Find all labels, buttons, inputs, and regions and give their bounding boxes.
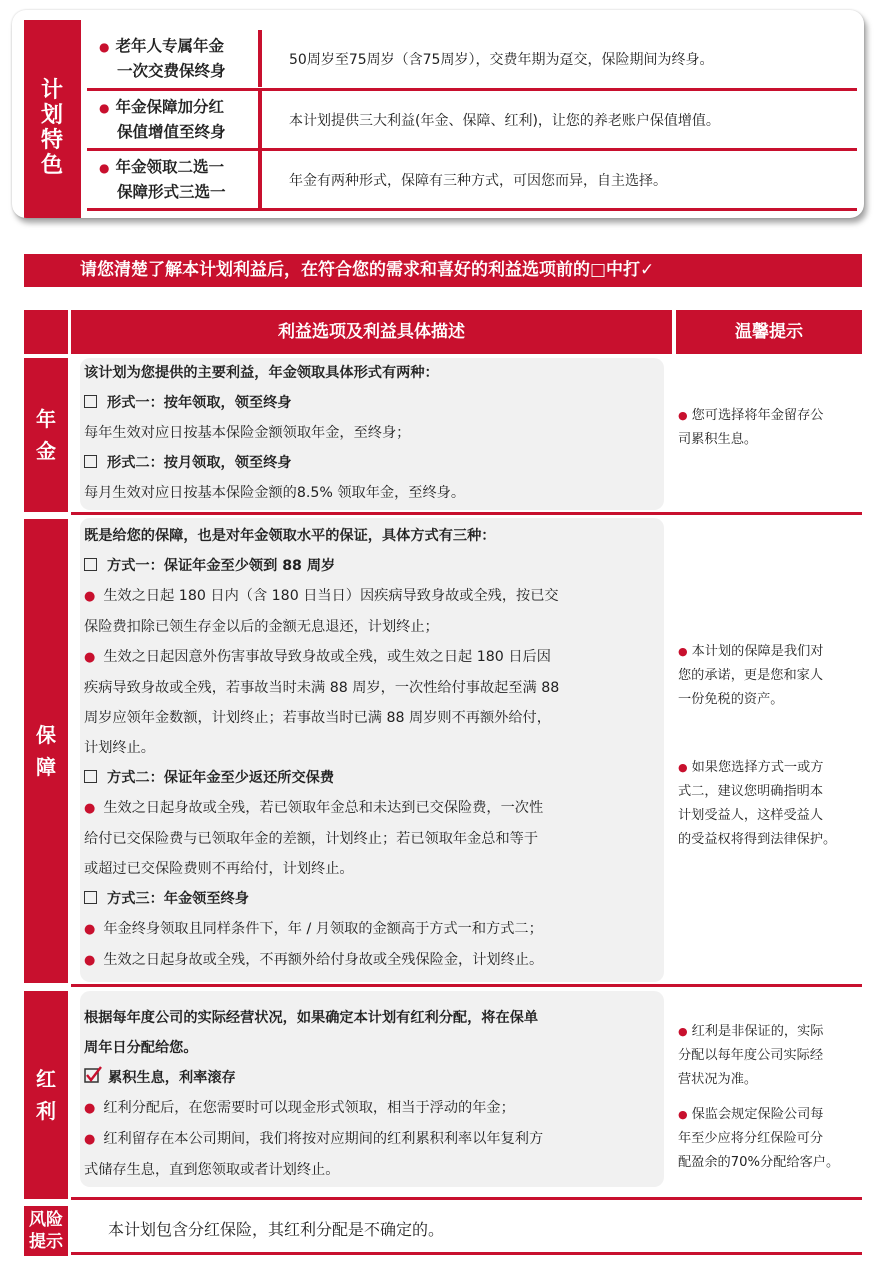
protection-content: 既是给您的保障，也是对年金领取水平的保证，具体方式有三种： 方式一：保证年金至少领到 88 周岁 ● 生效之日起 180 日内（含 180 日当日）因疾病导致身故或全残，按已交 保险费扣除已领生存金以后的金额无息退还，计划终止； ● 生效之日起因意外伤害事故导致身故或全残，或生效之日起 180 日后因 疾病导致身故或全残，若事故当时未满 88 周岁，一次性给付事故起至满 88 周岁应领年金数额，计划终止；若事故当时已满 88 周岁则不再额外给付， 计划终止。 方式二：保证年金至少返还所交保费 ● 生效之日起身故或全残，若已领取年金总和未达到已交保险费，一次性 给付已交保险费与已领取年金的差额，计划终止；若已领取年金总和等于 或超过已交保险费则不再给付，计划终止。 方式三：年金领至终身 ● 年金终身领取且同样条件下，年 / 月领取的金额高于方式一和方式二； ● 生效之日起身故或全残，不再额外给付身故或全残保险金，计划终止。 [84,521,664,976]
bullet-icon: ● [99,40,110,54]
feature-title: ● 年金保障加分红 保值增值至终身 [87,91,262,148]
table-header-tip: 温馨提示 [676,310,862,354]
bonus-option[interactable]: 累积生息，利率滚存 [84,1063,664,1093]
bullet-icon: ● [84,1132,96,1147]
annuity-option-2[interactable]: 形式二：按月领取，领至终身 [84,448,664,478]
annuity-tip: ● 您可选择将年金留存公 司累积生息。 [678,408,824,447]
section-label-bonus: 红 利 [24,991,68,1199]
feature-row-3 [87,151,857,208]
risk-text: 本计划包含分红保险，其红利分配是不确定的。 [108,1220,445,1239]
divider [71,512,862,515]
checked-box-icon[interactable] [84,1065,102,1081]
bullet-icon: ● [84,650,96,665]
bullet-icon: ● [678,1108,688,1121]
checkbox[interactable] [84,770,97,783]
feature-row-2 [87,91,857,148]
bullet-icon: ● [678,1025,688,1038]
plan-features-card [12,10,864,218]
bullet-icon: ● [99,161,110,175]
feature-row-1 [87,30,857,87]
bullet-icon: ● [84,953,96,968]
bullet-icon: ● [678,761,688,774]
bullet-icon: ● [84,801,96,816]
feature-title: ● 老年人专属年金 一次交费保终身 [87,30,262,87]
protection-tip-2: ● 如果您选择方式一或方 式二，建议您明确指明本 计划受益人，这样受益人 的受益权将得到法律保护。 [678,760,837,847]
divider [71,1197,862,1200]
bonus-tip-2: ● 保监会规定保险公司每 年至少应将分红保险可分 配盈余的70%分配给客户。 [678,1107,840,1170]
bonus-content: 根据每年度公司的实际经营状况，如果确定本计划有红利分配，将在保单 周年日分配给您。 累积生息，利率滚存 ● 红利分配后，在您需要时可以现金形式领取，相当于浮动的年金； ● 红利留存在本公司期间，我们将按对应期间的红利累积利率以年复利方 式储存生息，直到您领取或者计划终止。 [84,1003,664,1185]
checkbox[interactable] [84,891,97,904]
annuity-content: 该计划为您提供的主要利益，年金领取具体形式有两种： 形式一：按年领取，领至终身 每年生效对应日按基本保险金额领取年金，至终身； 形式二：按月领取，领至终身 每月生效对应日按基本保险金额的8.5% 领取年金，至终身。 [84,358,664,508]
feature-desc: 本计划提供三大利益(年金、保障、红利)，让您的养老账户保值增值。 [289,112,720,129]
divider [87,208,857,211]
protection-method-3[interactable]: 方式三：年金领至终身 [84,884,664,914]
table-header-main: 利益选项及利益具体描述 [71,310,672,354]
bullet-icon: ● [84,589,96,604]
protection-method-2[interactable]: 方式二：保证年金至少返还所交保费 [84,763,664,793]
annuity-option-1[interactable]: 形式一：按年领取，领至终身 [84,388,664,418]
protection-tip-1: ● 本计划的保障是我们对 您的承诺，更是您和家人 一份免税的资产。 [678,644,824,707]
section-label-annuity: 年 金 [24,358,68,512]
instruction-banner: 请您清楚了解本计划利益后，在符合您的需求和喜好的利益选项前的□中打✓ [24,254,862,287]
annuity-intro: 该计划为您提供的主要利益，年金领取具体形式有两种： [84,365,439,381]
checkbox[interactable] [84,558,97,571]
features-side-label: 计 划 特 色 [40,78,64,178]
section-label-protection: 保 障 [24,519,68,983]
feature-desc: 50周岁至75周岁（含75周岁），交费年期为趸交，保险期间为终身。 [289,51,714,68]
table-header-corner [24,310,68,354]
bullet-icon: ● [84,1101,96,1116]
bullet-icon: ● [99,101,110,115]
features-side-label-bg [24,20,81,218]
section-label-risk: 风险 提示 [24,1206,68,1256]
protection-intro: 既是给您的保障，也是对年金领取水平的保证，具体方式有三种： [84,528,496,544]
divider [71,984,862,987]
feature-title: ● 年金领取二选一 保障形式三选一 [87,151,262,208]
protection-method-1[interactable]: 方式一：保证年金至少领到 88 周岁 [84,551,664,581]
checkbox[interactable] [84,395,97,408]
bullet-icon: ● [678,645,688,658]
bonus-tip-1: ● 红利是非保证的，实际 分配以每年度公司实际经 营状况为准。 [678,1024,824,1087]
bullet-icon: ● [678,409,688,422]
bullet-icon: ● [84,922,96,937]
checkbox[interactable] [84,455,97,468]
divider [71,1252,862,1255]
feature-desc: 年金有两种形式，保障有三种方式，可因您而异，自主选择。 [289,172,667,189]
